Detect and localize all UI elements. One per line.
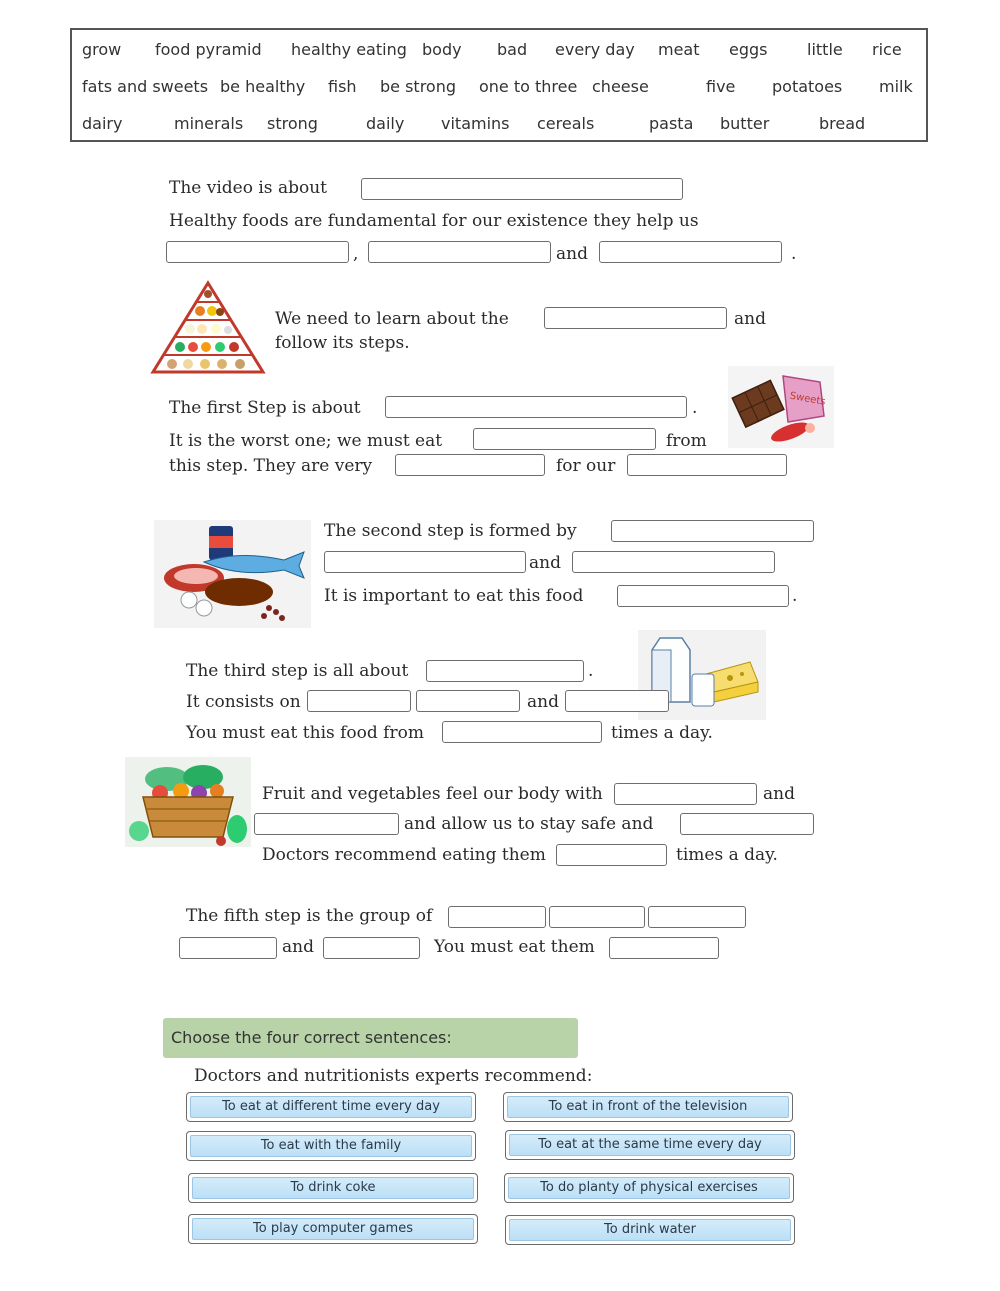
sentence-important-to-eat: It is important to eat this food [324, 586, 584, 606]
and-label: and [556, 244, 588, 264]
option-label: To drink coke [192, 1177, 474, 1199]
option-button[interactable] [504, 1173, 794, 1203]
answer-field[interactable] [416, 690, 520, 712]
sweets-label: Sweets [788, 390, 827, 408]
and-label: and [527, 692, 559, 712]
answer-field[interactable] [614, 783, 757, 805]
word-bank-item: one to three [479, 77, 578, 96]
word-bank-item: meat [658, 40, 700, 59]
answer-field[interactable] [166, 241, 349, 263]
period: . [791, 244, 797, 264]
word-bank [70, 28, 928, 142]
and-label: and [763, 784, 795, 804]
answer-field[interactable] [395, 454, 545, 476]
and-label: and [282, 937, 314, 957]
word-bank-item: five [706, 77, 736, 96]
period: . [792, 586, 798, 606]
option-label: To eat with the family [190, 1135, 472, 1157]
sentence-eat-food-from: You must eat this food from [186, 723, 424, 743]
and-label: and [734, 309, 766, 329]
sentence-consists-on: It consists on [186, 692, 301, 712]
answer-field[interactable] [572, 551, 775, 573]
sentence-worst-one: It is the worst one; we must eat [169, 431, 443, 451]
period: . [692, 398, 698, 418]
option-label: To drink water [509, 1219, 791, 1241]
option-button[interactable] [503, 1092, 793, 1122]
answer-field[interactable] [648, 906, 746, 928]
word-bank-item: milk [879, 77, 913, 96]
answer-field[interactable] [627, 454, 787, 476]
times-a-day-label: times a day. [611, 723, 713, 743]
word-bank-item: healthy eating [291, 40, 407, 59]
times-a-day-label: times a day. [676, 845, 778, 865]
answer-field[interactable] [442, 721, 602, 743]
sentence-first-step: The first Step is about [169, 398, 361, 418]
choose-heading: Choose the four correct sentences: [163, 1018, 578, 1058]
answer-field[interactable] [448, 906, 546, 928]
for-our-label: for our [556, 456, 616, 476]
word-bank-item: food pyramid [155, 40, 262, 59]
word-bank-item: eggs [729, 40, 768, 59]
sentence-follow-steps: follow its steps. [275, 333, 410, 353]
answer-field[interactable] [565, 690, 669, 712]
sentence-stay-safe: and allow us to stay safe and [404, 814, 654, 834]
answer-field[interactable] [611, 520, 814, 542]
sentence-third-step: The third step is all about [186, 661, 409, 681]
word-bank-item: vitamins [441, 114, 510, 133]
sentence-video-about: The video is about [169, 178, 327, 198]
option-label: To do planty of physical exercises [508, 1177, 790, 1199]
word-bank-item: grow [82, 40, 122, 59]
answer-field[interactable] [179, 937, 277, 959]
answer-field[interactable] [544, 307, 727, 329]
from-label: from [666, 431, 707, 451]
option-label: To play computer games [192, 1218, 474, 1240]
sentence-they-are-very: this step. They are very [169, 456, 373, 476]
answer-field[interactable] [426, 660, 584, 682]
answer-field[interactable] [385, 396, 687, 418]
choose-intro: Doctors and nutritionists experts recommend: [194, 1066, 593, 1086]
option-label: To eat at the same time every day [509, 1134, 791, 1156]
answer-field[interactable] [324, 551, 526, 573]
word-bank-item: minerals [174, 114, 244, 133]
sentence-doctors-recommend: Doctors recommend eating them [262, 845, 546, 865]
word-bank-item: be healthy [220, 77, 306, 96]
option-button[interactable] [186, 1092, 476, 1122]
word-bank-item: bad [497, 40, 528, 59]
option-button[interactable] [505, 1215, 795, 1245]
word-bank-item: strong [267, 114, 318, 133]
sentence-fifth-step: The fifth step is the group of [186, 906, 433, 926]
word-bank-item: be strong [380, 77, 457, 96]
fruit-vegetable-basket-image [125, 757, 251, 847]
word-bank-item: fish [328, 77, 357, 96]
option-button[interactable] [188, 1214, 478, 1244]
word-bank-item: daily [366, 114, 405, 133]
word-bank-item: little [807, 40, 843, 59]
sentence-second-step: The second step is formed by [324, 521, 577, 541]
option-button[interactable] [188, 1173, 478, 1203]
sentence-healthy-foods: Healthy foods are fundamental for our existence they help us [169, 211, 699, 231]
word-bank-item: butter [720, 114, 770, 133]
answer-field[interactable] [361, 178, 683, 200]
food-pyramid-image [150, 280, 266, 376]
comma: , [353, 244, 359, 264]
answer-field[interactable] [556, 844, 667, 866]
word-bank-item: dairy [82, 114, 123, 133]
word-bank-item: potatoes [772, 77, 843, 96]
word-bank-item: body [422, 40, 462, 59]
answer-field[interactable] [680, 813, 814, 835]
answer-field[interactable] [609, 937, 719, 959]
meat-fish-eggs-image [154, 520, 311, 628]
word-bank-item: rice [872, 40, 902, 59]
answer-field[interactable] [549, 906, 645, 928]
answer-field[interactable] [323, 937, 420, 959]
sentence-must-eat-them: You must eat them [434, 937, 595, 957]
answer-field[interactable] [307, 690, 411, 712]
word-bank-item: cereals [537, 114, 595, 133]
option-label: To eat in front of the television [507, 1096, 789, 1118]
word-bank-item: cheese [592, 77, 649, 96]
word-bank-item: every day [555, 40, 635, 59]
period: . [588, 661, 594, 681]
answer-field[interactable] [254, 813, 399, 835]
sentence-fruit-vegetables: Fruit and vegetables feel our body with [262, 784, 603, 804]
answer-field[interactable] [368, 241, 551, 263]
answer-field[interactable] [473, 428, 656, 450]
and-label: and [529, 553, 561, 573]
option-button[interactable] [186, 1131, 476, 1161]
sweets-image [728, 366, 834, 448]
word-bank-item: pasta [649, 114, 694, 133]
answer-field[interactable] [617, 585, 789, 607]
answer-field[interactable] [599, 241, 782, 263]
word-bank-item: bread [819, 114, 866, 133]
option-label: To eat at different time every day [190, 1096, 472, 1118]
word-bank-item: fats and sweets [82, 77, 209, 96]
option-button[interactable] [505, 1130, 795, 1160]
sentence-learn-about: We need to learn about the [275, 309, 509, 329]
